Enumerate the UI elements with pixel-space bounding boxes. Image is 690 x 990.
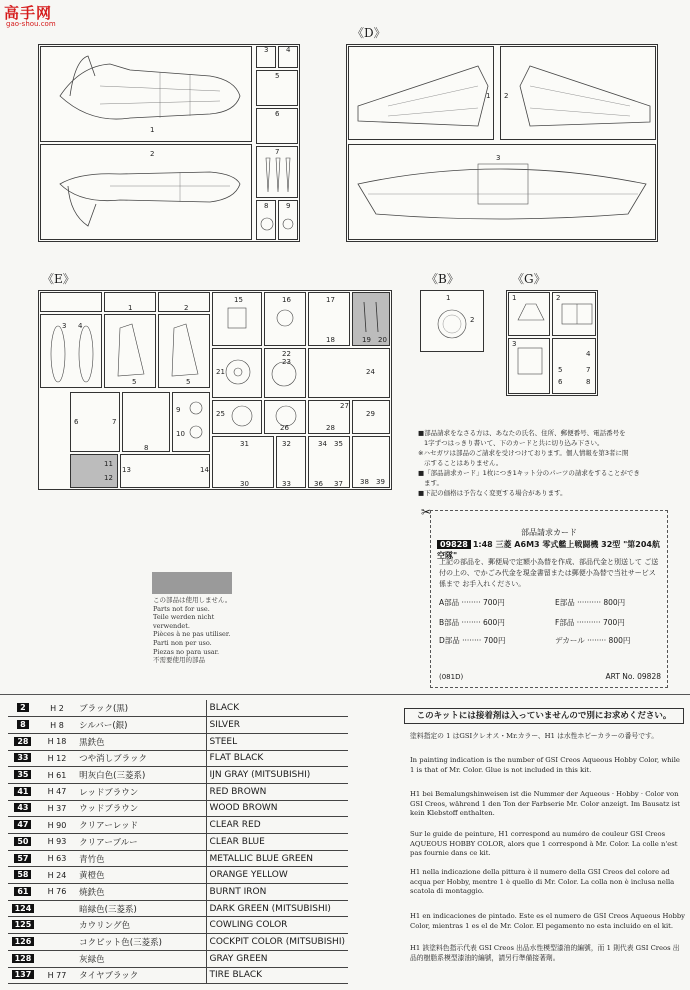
part-g-7: 7	[586, 366, 591, 374]
part-e-17: 17	[326, 296, 335, 304]
color-row	[8, 767, 348, 784]
part-e-24: 24	[366, 368, 375, 376]
color-name-jp: 黒鉄色	[76, 733, 206, 750]
part-e-1: 1	[128, 304, 133, 312]
color-row	[8, 850, 348, 867]
wing-lower-drawing	[348, 144, 656, 240]
seat-drawing	[212, 292, 262, 346]
part-e-23: 23	[282, 358, 291, 366]
color-row	[8, 967, 348, 984]
part-c-6: 6	[275, 110, 280, 118]
part-g-8: 8	[586, 378, 591, 386]
order-card-desc: 上記の部品を、郵便局で定額小為替を作成、部品代金と別送して ご送付の上の、でかごみ代金を現金書留または郵便小為替で当社サービス係まで お手入れください。	[439, 558, 659, 588]
sprue-e-cell-32-33	[276, 436, 306, 488]
order-note-6: ます。	[424, 479, 443, 487]
fuselage-right-drawing	[40, 144, 252, 240]
part-e-4: 4	[78, 322, 83, 330]
hobby-color-code	[38, 950, 76, 967]
color-name-jp: クリアーレッド	[76, 817, 206, 834]
order-row-b: B部品 ········ 600円	[439, 618, 505, 627]
order-row-decal: デカール ········ 800円	[555, 636, 631, 645]
color-name-jp: 明灰白色(三菱系)	[76, 767, 206, 784]
part-e-5b: 5	[186, 378, 191, 386]
color-name-en: TIRE BLACK	[206, 967, 348, 984]
color-number: 43	[8, 800, 38, 817]
part-c-3: 3	[264, 46, 269, 54]
hobby-color-code: H 24	[38, 867, 76, 884]
color-number: 57	[8, 850, 38, 867]
part-e-9: 9	[176, 406, 181, 414]
order-card-code: (081D)	[439, 673, 464, 681]
hobby-color-code: H 76	[38, 884, 76, 901]
part-e-32: 32	[282, 440, 291, 448]
color-name-en: GRAY GREEN	[206, 950, 348, 967]
wing-upper-left-drawing	[348, 46, 494, 140]
color-row	[8, 750, 348, 767]
para-es: H1 en indicaciones de pintado. Este es el numero de GSI Creos Aqueous Hobby Color, mientras 1 es el de Mr. Color. El pegamento no esta incluido en el kit.	[410, 912, 686, 930]
part-e-34: 34	[318, 440, 327, 448]
part-e-2: 2	[184, 304, 189, 312]
color-name-en: METALLIC BLUE GREEN	[206, 850, 348, 867]
part-g-5: 5	[558, 366, 563, 374]
color-name-en: COWLING COLOR	[206, 917, 348, 934]
order-note-5: ■「部品請求カード」1枚につき1キット分のパーツの請求をすることができ	[418, 469, 640, 477]
unused-parts-swatch	[152, 572, 232, 594]
hobby-color-code: H 63	[38, 850, 76, 867]
product-code: 09828	[437, 540, 471, 549]
color-row	[8, 834, 348, 851]
part-e-33: 33	[282, 480, 291, 488]
color-row	[8, 783, 348, 800]
hobby-color-code: H 90	[38, 817, 76, 834]
color-name-en: CLEAR RED	[206, 817, 348, 834]
color-name-en: RED BROWN	[206, 783, 348, 800]
order-note-2: 1字ずつはっきり書いて、下のカードと共に切り込み下さい。	[424, 439, 604, 447]
section-e-title: 《E》	[42, 272, 75, 286]
color-name-jp: 灰緑色	[76, 950, 206, 967]
part-e-28: 28	[326, 424, 335, 432]
part-e-5a: 5	[132, 378, 137, 386]
color-row	[8, 717, 348, 734]
color-number: 58	[8, 867, 38, 884]
divider	[0, 694, 690, 695]
tank-drawing	[40, 314, 102, 388]
hobby-color-code: H 12	[38, 750, 76, 767]
order-card-title: 部品請求カード	[521, 528, 577, 537]
order-note-3: ※ハセガワは部品のご請求を受けつけております。個人情報を第3者に開	[418, 449, 629, 457]
part-e-37: 37	[334, 480, 343, 488]
part-c-2: 2	[150, 150, 155, 158]
glue-notice: このキットには接着剤は入っていませんので別にお求めください。	[404, 708, 684, 724]
part-e-30: 30	[240, 480, 249, 488]
part-e-27: 27	[340, 402, 349, 410]
color-row	[8, 917, 348, 934]
gear-door-drawing	[104, 314, 210, 388]
color-name-en: STEEL	[206, 733, 348, 750]
part-d-1: 1	[486, 92, 491, 100]
section-g-title: 《G》	[512, 272, 546, 286]
part-e-38: 38	[360, 478, 369, 486]
product-name: 1:48 三菱 A6M3 零式艦上戦闘機 32型 "第204航空隊"	[437, 540, 660, 560]
hobby-color-code: H 8	[38, 717, 76, 734]
propeller-blades-drawing	[256, 146, 298, 198]
color-number: 61	[8, 884, 38, 901]
para-it: H1 nella indicazione della pittura è il numero della GSI Creos del colore ad acqua per Hobby, mentre 1 è quello di Mr. Color. La colla non è inclusa nella scatola di montaggio.	[410, 868, 675, 895]
order-row-e: E部品 ·········· 800円	[555, 598, 626, 607]
order-row-f: F部品 ·········· 700円	[555, 618, 625, 627]
color-number: 50	[8, 834, 38, 851]
color-number: 47	[8, 817, 38, 834]
color-name-en: BURNT IRON	[206, 884, 348, 901]
order-card[interactable]	[421, 505, 668, 688]
part-c-7: 7	[275, 148, 280, 156]
color-name-en: ORANGE YELLOW	[206, 867, 348, 884]
part-g-6: 6	[558, 378, 563, 386]
color-row	[8, 733, 348, 750]
part-g-3: 3	[512, 340, 517, 348]
color-name-jp: 焼鉄色	[76, 884, 206, 901]
color-number: 41	[8, 783, 38, 800]
order-note-1: ■部品請求をなさる方は、あなたの氏名、住所、郵便番号、電話番号を	[418, 429, 626, 437]
color-name-en: COCKPIT COLOR (MITSUBISHI)	[206, 934, 348, 951]
color-number: 126	[8, 934, 38, 951]
color-row	[8, 800, 348, 817]
part-e-39: 39	[376, 478, 385, 486]
watermark-logo: 高手网	[4, 4, 53, 22]
part-e-26: 26	[280, 424, 289, 432]
part-c-4: 4	[286, 46, 291, 54]
color-name-en: CLEAR BLUE	[206, 834, 348, 851]
part-e-19: 19	[362, 336, 371, 344]
part-d-2: 2	[504, 92, 509, 100]
color-number: 2	[8, 700, 38, 717]
sprue-e-cell-empty	[40, 292, 102, 312]
color-name-en: IJN GRAY (MITSUBISHI)	[206, 767, 348, 784]
color-row	[8, 934, 348, 951]
hobby-color-code: H 93	[38, 834, 76, 851]
order-row-a: A部品 ········ 700円	[439, 598, 505, 607]
color-name-jp: カウリング色	[76, 917, 206, 934]
part-e-13: 13	[122, 466, 131, 474]
hobby-color-code: H 37	[38, 800, 76, 817]
part-c-5: 5	[275, 72, 280, 80]
color-name-jp: レッドブラウン	[76, 783, 206, 800]
sprue-e-cell-13-14	[120, 454, 210, 488]
spinner-drawing	[258, 200, 298, 240]
wheel-drawing	[172, 392, 210, 452]
part-e-14: 14	[200, 466, 209, 474]
color-row	[8, 700, 348, 717]
part-g-4: 4	[586, 350, 591, 358]
color-name-jp: ウッドブラウン	[76, 800, 206, 817]
part-e-29: 29	[366, 410, 375, 418]
part-e-22: 22	[282, 350, 291, 358]
para-jp: 塗料指定の 1 はGSIクレオス・Mr.カラー、H1 は水性ホビーカラーの番号です。	[410, 732, 659, 740]
part-d-3: 3	[496, 154, 501, 162]
order-row-d: D部品 ········ 700円	[439, 636, 506, 645]
color-name-en: DARK GREEN (MITSUBISHI)	[206, 900, 348, 917]
hobby-color-code	[38, 917, 76, 934]
para-de: H1 bei Bemalungshinweisen ist die Nummer der Aqueous · Hobby · Color von GSI Creos, während 1 den Ton der Farbserie Mr. Color anzeigt. Im Bausatz ist kein Klebstoff enthalten.	[410, 790, 681, 817]
part-e-11: 11	[104, 460, 113, 468]
part-b-1: 1	[446, 294, 451, 302]
part-e-25: 25	[216, 410, 225, 418]
color-name-jp: クリアーブルー	[76, 834, 206, 851]
part-c-8: 8	[264, 202, 269, 210]
color-number: 33	[8, 750, 38, 767]
para-fr: Sur le guide de peinture, H1 correspond au numéro de couleur GSI Creos AQUEOUS HOBBY COLOR, alors que 1 correspond à Mr. Color. La colle n'est pas fournie dans ce kit.	[410, 830, 678, 857]
color-row	[8, 867, 348, 884]
part-c-1: 1	[150, 126, 155, 134]
wing-upper-right-drawing	[500, 46, 656, 140]
order-note-7: ■下記の価格は予告なく変更する場合があります。	[418, 489, 567, 497]
color-row	[8, 884, 348, 901]
color-name-jp: ブラック(黒)	[76, 700, 206, 717]
color-name-jp: つや消しブラック	[76, 750, 206, 767]
color-name-en: WOOD BROWN	[206, 800, 348, 817]
section-b-title: 《B》	[426, 272, 459, 286]
engine-drawing	[212, 348, 304, 398]
unused-parts-notice: この部品は使用しません。 Parts not for use. Teile werden nicht verwendet. Pièces à ne pas utiliser. Parti non per uso. Piezas no para usar. 不需要使用的部品	[153, 596, 232, 665]
color-name-jp: 青竹色	[76, 850, 206, 867]
color-row	[8, 950, 348, 967]
section-d-title: 《D》	[352, 26, 386, 40]
part-e-21: 21	[216, 368, 225, 376]
hobby-color-code: H 47	[38, 783, 76, 800]
hobby-color-code	[38, 934, 76, 951]
color-name-en: BLACK	[206, 700, 348, 717]
part-g-1: 1	[512, 294, 517, 302]
color-row	[8, 900, 348, 917]
hobby-color-code: H 2	[38, 700, 76, 717]
color-name-jp: 暗緑色(三菱系)	[76, 900, 206, 917]
part-e-31: 31	[240, 440, 249, 448]
part-e-8: 8	[144, 444, 149, 452]
part-e-16: 16	[282, 296, 291, 304]
color-number: 128	[8, 950, 38, 967]
hobby-color-code: H 77	[38, 967, 76, 984]
color-name-en: SILVER	[206, 717, 348, 734]
cylinder-drawing	[212, 400, 304, 434]
color-number: 8	[8, 717, 38, 734]
part-e-10: 10	[176, 430, 185, 438]
color-name-jp: シルバー(銀)	[76, 717, 206, 734]
order-note-4: 示することはありません。	[424, 459, 503, 467]
color-name-en: FLAT BLACK	[206, 750, 348, 767]
part-e-20: 20	[378, 336, 387, 344]
canopy-parts-drawing	[506, 290, 598, 396]
para-zh: H1 該塗料色指示代表 GSI Creos 出品水性模型漆油的編號，而 1 則代表 GSI Creos 出品的樹脂系模型漆油的編號，請另行準備接著劑。	[410, 944, 680, 962]
color-number: 137	[8, 967, 38, 984]
part-e-35: 35	[334, 440, 343, 448]
color-number: 35	[8, 767, 38, 784]
hobby-color-code: H 18	[38, 733, 76, 750]
part-e-7: 7	[112, 418, 117, 426]
fuselage-left-drawing	[40, 46, 252, 142]
part-e-6: 6	[74, 418, 79, 426]
part-e-18: 18	[326, 336, 335, 344]
gunsight-drawing	[264, 292, 306, 346]
watermark-url: gao-shou.com	[6, 20, 56, 28]
sprue-e-cell-8	[122, 392, 170, 452]
strut-drawing	[352, 292, 390, 346]
color-number: 28	[8, 733, 38, 750]
color-name-jp: コクピット色(三菱系)	[76, 934, 206, 951]
hobby-color-code: H 61	[38, 767, 76, 784]
part-e-15: 15	[234, 296, 243, 304]
color-number: 124	[8, 900, 38, 917]
part-e-12: 12	[104, 474, 113, 482]
color-table	[8, 700, 348, 984]
para-en: In painting indication is the number of GSI Creos Aqueous Hobby Color, while 1 is that of Mr. Color. Glue is not included in this kit.	[410, 756, 680, 774]
hobby-color-code	[38, 900, 76, 917]
scissors-icon: ✂	[421, 505, 432, 519]
sprue-e-cell-24	[308, 348, 390, 398]
color-number: 125	[8, 917, 38, 934]
color-name-jp: タイヤブラック	[76, 967, 206, 984]
order-card-art: ART No. 09828	[605, 672, 661, 681]
color-row	[8, 817, 348, 834]
color-name-jp: 黄橙色	[76, 867, 206, 884]
part-g-2: 2	[556, 294, 561, 302]
part-b-2: 2	[470, 316, 475, 324]
part-e-36: 36	[314, 480, 323, 488]
part-c-9: 9	[286, 202, 291, 210]
part-e-3: 3	[62, 322, 67, 330]
